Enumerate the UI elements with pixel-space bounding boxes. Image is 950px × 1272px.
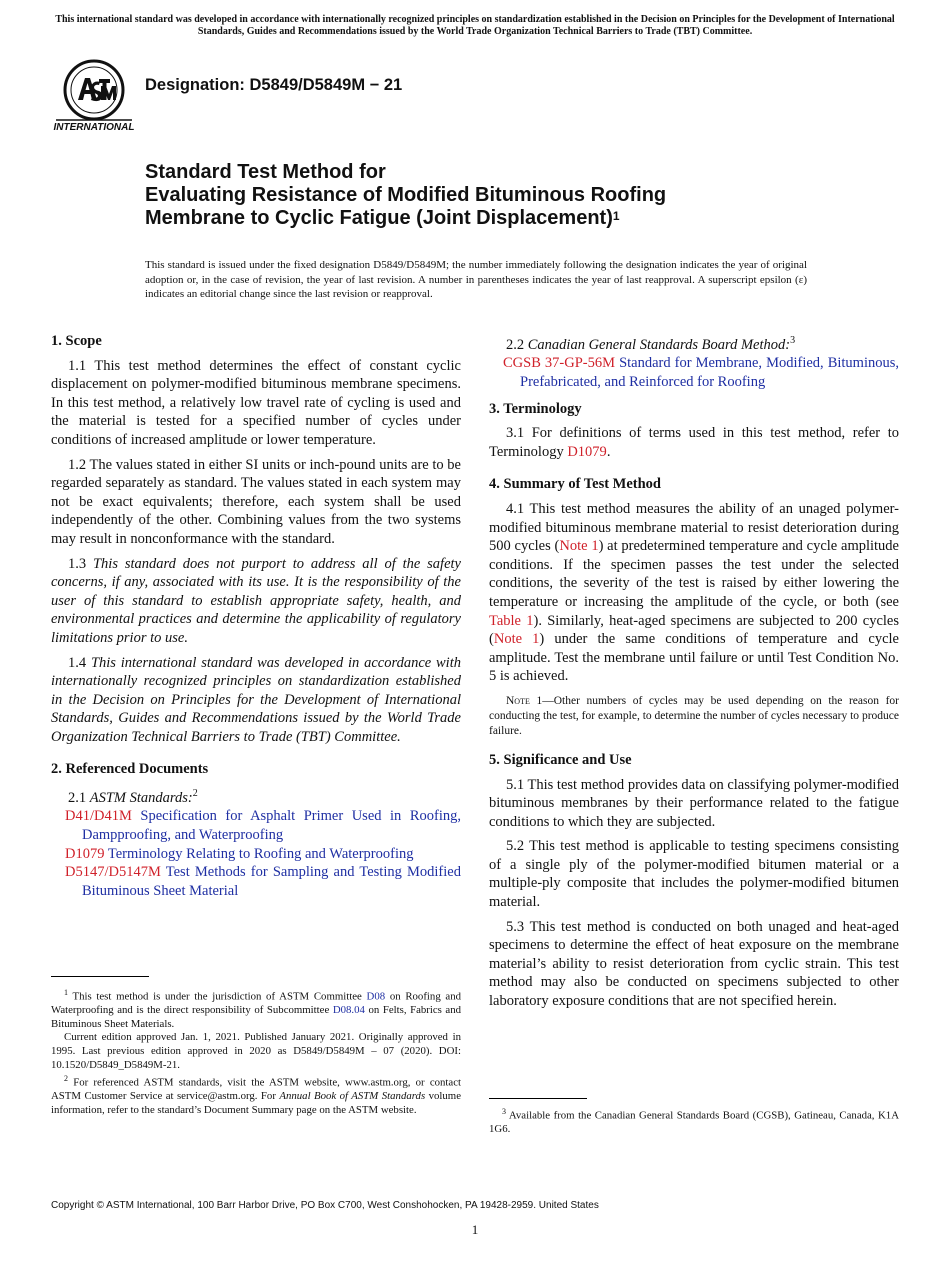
footnote-1: $^1$ This test method is under the jurisdiction of ASTM Committee D08 on Roofing and Waterproofing and is the direct responsibility of Subcommittee D08.04 on Felts, Fabrics and Bituminous Sheet Materials. (51, 988, 462, 1030)
summary-heading: 4. Summary of Test Method (489, 476, 661, 493)
footnote-3: $^3$ Available from the Canadian General Standards Board (CGSB), Gatineau, Canada, K1A 1G6. (489, 1107, 899, 1136)
para-1-3: 1.3 This standard does not purport to address all of the safety concerns, if any, associated with its use. It is the responsibility of the user of this standard to establish appropriate safety, health, and environmental practices and determine the applicability of regulatory limitations prior to use. (51, 555, 461, 646)
title-line-2: Evaluating Resistance of Modified Bituminous Roofing (145, 184, 667, 206)
link-d08[interactable]: D08 (366, 990, 386, 1003)
footnote-2: $^2$ For referenced ASTM standards, visit the ASTM website, www.astm.org, or contact ASTM Customer Service at service@astm.org. For Annual Book of ASTM Standards volume information, refer to the standard’s Document Summary page on the ASTM website. (51, 1074, 461, 1116)
note-1: Note 1—Other numbers of cycles may be used depending on the reason for conducting the test, for example, to determine the number of cycles necessary to produce failure. (489, 694, 900, 737)
issuance-note: This standard is issued under the fixed designation D5849/D5849M; the number immediately following the designation indicates the year of original adoption or, in the case of revision, the year of last revision. A number in parentheses indicates the year of last reapproval. A superscript epsilon (ε) indicates an editorial change since the last revision or reapproval. (145, 259, 807, 300)
referenced-documents-heading: 2. Referenced Documents (51, 761, 209, 778)
link-note-1b[interactable]: Note 1 (493, 631, 540, 648)
wto-banner: This international standard was developed in accordance with internationally recognized principles on standardization established in the Decision on Principles for the Development of International Standards, Guides and Recommendations issued by the World Trade Organization Technical Barriers to Trade (TBT) Committee. (55, 14, 895, 37)
significance-heading: 5. Significance and Use (489, 751, 632, 768)
link-table-1[interactable]: Table 1 (489, 612, 534, 629)
copyright: Copyright © ASTM International, 100 Barr Harbor Drive, PO Box C700, West Conshohocken, PA 19428-2959. United States (51, 1200, 599, 1211)
para-1-2: 1.2 The values stated in either SI units or inch-pound units are to be regarded separately as standard. The values stated in each system may not be exact equivalents; therefore, each system shall be used independently of the other. Combining values from the two systems may result in nonconformance with the standard. (51, 456, 461, 547)
astm-standards-label: 2.1 ASTM Standards:$^2$ (68, 788, 198, 806)
logo-text: INTERNATIONAL (53, 122, 135, 133)
left-column (51, 332, 461, 900)
link-d1079[interactable]: D1079 (567, 443, 607, 460)
ref-d41[interactable]: D41/D41M Specification for Asphalt Primer Used in Roofing, Dampproofing, and Waterproofing (65, 808, 461, 844)
title-footnote-mark: 1 (612, 209, 620, 223)
terminology-heading: 3. Terminology (489, 400, 582, 417)
page-number: 1 (471, 1222, 479, 1237)
footnote-rule-right (489, 1098, 587, 1099)
edition-note: Current edition approved Jan. 1, 2021. Published January 2021. Originally approved in 1995. Last previous edition approved in 2020 as D5849/D5849M – 07 (2020). DOI: 10.1520/D5849_D5849M-21. (51, 1031, 461, 1071)
title-line-1: Standard Test Method for (145, 161, 386, 183)
ref-cgsb[interactable]: CGSB 37-GP-56M Standard for Membrane, Modified, Bituminous, Prefabricated, and Reinforced for Roofing (503, 355, 900, 391)
link-note-1[interactable]: Note 1 (559, 538, 599, 555)
para-1-1: 1.1 This test method determines the effect of constant cyclic displacement on polymer-modified bituminous membrane specimens. In this test method, a relatively low travel rate of cycling is used and the material is tested for a specified number of cycles under conditions of increased amplitude or lower temperature. (51, 357, 461, 448)
designation: Designation: D5849/D5849M − 21 (145, 76, 403, 94)
para-4-1: 4.1 This test method measures the ability of an unaged polymer-modified bituminous membrane material to resist deterioration during 500 cycles (Note 1) at predetermined temperature and cycle amplitude conditions. If the specimen passes the test under the selected conditions, the severity of the test is raised by either lowering the temperature or increasing the amplitude of the cycle, or both (see Table 1). Similarly, heat-aged specimens are subjected to 200 cycles (Note 1) under the same conditions of temperature and cycle amplitude. Test the membrane until failure or until Test Condition No. 5 is achieved. (489, 500, 900, 685)
ref-d1079[interactable]: D1079 Terminology Relating to Roofing and Waterproofing (65, 845, 414, 862)
para-1-4: 1.4 This international standard was developed in accordance with internationally recognized principles on standardization established in the Decision on Principles for the Development of International Standards, Guides and Recommendations issued by the World Trade Organization Technical Barriers to Trade (TBT) Committee. (51, 654, 461, 745)
para-3-1: 3.1 For definitions of terms used in this test method, refer to Terminology D1079. (489, 425, 899, 460)
para-5-3: 5.3 This test method is conducted on both unaged and heat-aged specimens to determine the effect of heat exposure on the membrane material’s ability to resist deterioration from cyclic strain. This test method may also be conducted on specimens subjected to other laboratory exposure conditions that are not specified herein. (489, 918, 899, 1010)
astm-logo-icon (52, 56, 136, 134)
cgsb-label: 2.2 Canadian General Standards Board Method:$^3$ (506, 335, 796, 353)
title-line-3: Membrane to Cyclic Fatigue (Joint Displacement)$^1$ (145, 207, 620, 229)
para-5-1: 5.1 This test method provides data on classifying polymer-modified bituminous membranes by their performance related to the fatigue conditions to which they are subjected. (489, 776, 899, 830)
scope-heading: 1. Scope (51, 333, 102, 349)
link-d08-04[interactable]: D08.04 (332, 1004, 365, 1017)
footnotes-left (51, 986, 461, 1118)
ref-d5147[interactable]: D5147/D5147M Test Methods for Sampling and Testing Modified Bituminous Sheet Material (65, 864, 461, 899)
document-title (145, 161, 845, 230)
para-5-2: 5.2 This test method is applicable to testing specimens consisting of a single ply of the polymer-modified bitumen material or a multiple-ply composite that includes the polymer-modified bitumen material. (489, 838, 899, 911)
footnotes-right (489, 1105, 899, 1137)
right-column (489, 332, 899, 1017)
footnote-rule-left (51, 976, 149, 977)
